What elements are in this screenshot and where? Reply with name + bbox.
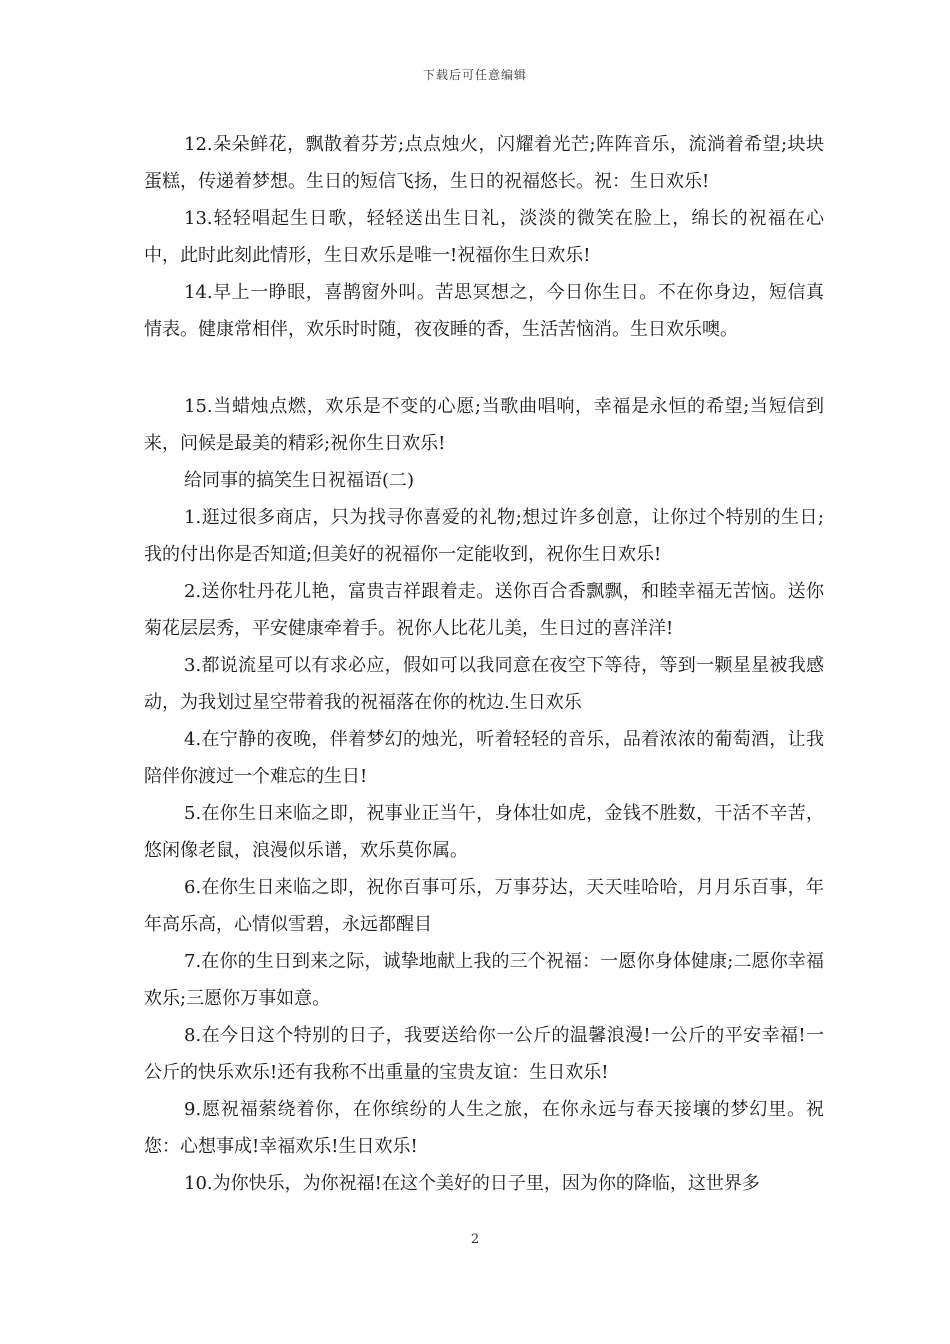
document-body [144,126,824,1202]
paragraph-13: 13.轻轻唱起生日歌，轻轻送出生日礼，淡淡的微笑在脸上，绵长的祝福在心中，此时此刻此情形，生日欢乐是唯一!祝福你生日欢乐! [144,208,824,266]
paragraph-5: 5.在你生日来临之即，祝事业正当午，身体壮如虎，金钱不胜数，干活不辛苦，悠闲像老鼠，浪漫似乐谱，欢乐莫你属。 [144,803,824,861]
page-header: 下载后可任意编辑 [422,68,527,82]
page-number: 2 [470,1232,480,1247]
paragraph-15: 15.当蜡烛点燃，欢乐是不变的心愿;当歌曲唱响，幸福是永恒的希望;当短信到来，问候是最美的精彩;祝你生日欢乐! [144,396,824,454]
paragraph-10: 10.为你快乐，为你祝福!在这个美好的日子里，因为你的降临，这世界多 [184,1173,760,1194]
paragraph-8: 8.在今日这个特别的日子，我要送给你一公斤的温馨浪漫!一公斤的平安幸福!一公斤的快乐欢乐!还有我称不出重量的宝贵友谊：生日欢乐! [144,1025,824,1083]
paragraph-4: 4.在宁静的夜晚，伴着梦幻的烛光，听着轻轻的音乐，品着浓浓的葡萄酒，让我陪伴你渡过一个难忘的生日! [144,729,824,787]
section-heading: 给同事的搞笑生日祝福语(二) [184,470,415,491]
paragraph-14: 14.早上一睁眼，喜鹊窗外叫。苦思冥想之，今日你生日。不在你身边，短信真情表。健康常相伴，欢乐时时随，夜夜睡的香，生活苦恼消。生日欢乐噢。 [144,282,824,340]
paragraph-6: 6.在你生日来临之即，祝你百事可乐，万事芬达，天天哇哈哈，月月乐百事，年年高乐高，心情似雪碧，永远都醒目 [144,877,824,935]
paragraph-1: 1.逛过很多商店，只为找寻你喜爱的礼物;想过许多创意，让你过个特别的生日;我的付出你是否知道;但美好的祝福你一定能收到，祝你生日欢乐! [144,507,824,565]
paragraph-12: 12.朵朵鲜花，飘散着芬芳;点点烛火，闪耀着光芒;阵阵音乐，流淌着希望;块块蛋糕，传递着梦想。生日的短信飞扬，生日的祝福悠长。祝：生日欢乐! [144,134,824,192]
paragraph-9: 9.愿祝福萦绕着你，在你缤纷的人生之旅，在你永远与春天接壤的梦幻里。祝您：心想事成!幸福欢乐!生日欢乐! [144,1099,824,1157]
paragraph-7: 7.在你的生日到来之际，诚挚地献上我的三个祝福：一愿你身体健康;二愿你幸福欢乐;三愿你万事如意。 [144,951,824,1009]
paragraph-2: 2.送你牡丹花儿艳，富贵吉祥跟着走。送你百合香飘飘，和睦幸福无苦恼。送你菊花层层秀，平安健康牵着手。祝你人比花儿美，生日过的喜洋洋! [144,581,824,639]
paragraph-3: 3.都说流星可以有求必应，假如可以我同意在夜空下等待，等到一颗星星被我感动，为我划过星空带着我的祝福落在你的枕边.生日欢乐 [144,655,824,713]
